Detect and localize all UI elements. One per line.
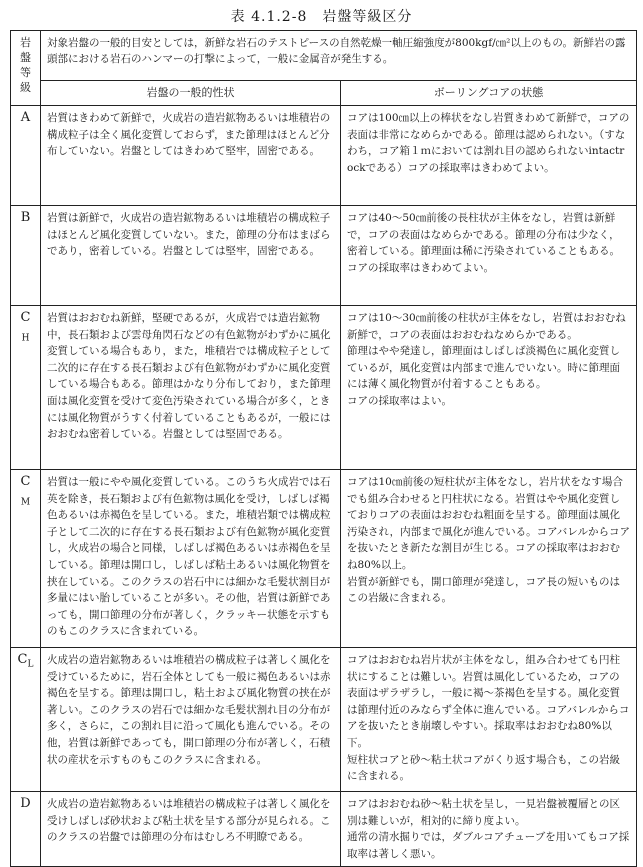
core-paragraph: 短柱状コアと砂～粘土状コアがくり返す場合も，この岩級に含まれる。 [347, 753, 620, 783]
core-condition [341, 206, 637, 306]
grade-label [11, 306, 41, 470]
grade-letter: C [20, 474, 31, 489]
header-note-row [11, 31, 637, 81]
core-condition [341, 106, 637, 206]
grade-label [11, 648, 41, 792]
grade-subscript: H [21, 333, 30, 344]
core-paragraph: コアの採取率はよい。 [347, 394, 452, 407]
general-properties: 岩質はおおむね新鮮，堅硬であるが，火成岩では造岩鉱物中，長石類および雲母角閃石などの有色鉱物がわずかに風化変質している場合もあり，また，堆積岩では構成粒子として二次的に存在する長石類および有色鉱物がわずかに風化変質している場合もある。節理はかなり分布しており，また節理面は風化変質を受けて変色汚染されている場合が多く，ときには風化物質がうすく付着していることもあるが，一般にはおおむね密着している。岩盤としては堅固である。 [41, 306, 341, 470]
grade-row-cm [11, 470, 637, 648]
grade-label: B [11, 206, 41, 306]
core-condition [341, 306, 637, 470]
core-paragraph: コアはおおむね砂～粘土状を呈し，一見岩盤被覆層との区別は難しいが，相対的に締り度よい。 [347, 798, 620, 827]
column-header-row [11, 81, 637, 106]
grade-header-char: 岩 [20, 36, 31, 49]
grade-subscript: M [20, 497, 31, 508]
grade-letter: C [17, 652, 28, 667]
general-properties: 岩質はきわめて新鮮で，火成岩の造岩鉱物あるいは堆積岩の構成粒子は全く風化変質しておらず，また節理はほとんど分布していない。岩盤としてはきわめて堅牢，固密である。 [41, 106, 341, 206]
core-condition [341, 648, 637, 792]
core-paragraph: コアは40～50㎝前後の長柱状が主体をなし，岩質は新鮮で，コアの表面はなめらかである。節理の分布は少なく，密着している。節理面は稀に汚染されていることもある。 [347, 212, 620, 258]
table-title: 表 4.1.2-8 岩盤等級区分 [230, 9, 413, 25]
grade-label: A [11, 106, 41, 206]
rock-grade-table [10, 30, 637, 867]
core-paragraph: コアは10～30㎝前後の柱状が主体をなし，岩質はおおむね新鮮で，コアの表面はおおむねなめらかである。 [347, 312, 626, 341]
core-condition [341, 792, 637, 867]
grade-letter: C [20, 310, 31, 325]
boring-core-header: ボーリングコアの状態 [341, 81, 637, 106]
core-condition [341, 470, 637, 648]
core-paragraph: 節理はやや発達し，節理面はしばしば淡褐色に風化変質しているが，風化変質は内部まで進んでいない。時に節理面には薄く風化物質が付着することもある。 [347, 345, 620, 391]
grade-row-a [11, 106, 637, 206]
grade-row-ch [11, 306, 637, 470]
core-paragraph: コアは10㎝前後の短柱状が主体をなし，岩片状をなす場合でも組み合わせると円柱状になる。岩質はやや風化変質しておりコアの表面はおおむね粗面を呈する。節理面は風化汚染され，内部まで風化が進んでいる。コアバレルからコアを抜いたとき新たな割目が生じる。コアの採取率はおおむね80%以上。 [347, 476, 631, 571]
grade-row-cl [11, 648, 637, 792]
core-paragraph: コアはおおむね岩片状が主体をなし，組み合わせても円柱状にすることは難しい。岩質は風化しているため，コアの表面はザラザラし，一般に褐～茶褐色を呈する。風化変質は節理付近のみならず全体に進んでいる。コアバレルからコアを抜いたとき崩壊しやすい。採取率はおおむね80%以下。 [347, 654, 630, 749]
general-properties-header: 岩盤の一般的性状 [41, 81, 341, 106]
grade-subscript: L [27, 659, 34, 670]
general-properties: 岩質は新鮮で，火成岩の造岩鉱物あるいは堆積岩の構成粒子はほとんど風化変質していない。また，節理の分布はまばらであり，密着している。岩盤としては堅牢，固密である。 [41, 206, 341, 306]
grade-row-b [11, 206, 637, 306]
core-paragraph: コアは100㎝以上の棒状をなし岩質きわめて新鮮で，コアの表面は非常になめらかである。節理は認められない。（すなわち，コア箱１ｍにおいては割れ目の認められないintactrockである）コアの採取率はきわめてよい。 [347, 112, 630, 174]
grade-header-char: 盤 [20, 51, 31, 64]
core-paragraph: 岩質が新鮮でも，開口節理が発達し，コア長の短いものはこの岩級に含まれる。 [347, 575, 620, 605]
general-properties: 岩質は一般にやや風化変質している。このうち火成岩では石英を除き，長石類および有色鉱物は風化を受け，しばしば褐色あるいは赤褐色を呈している。また，堆積岩類では構成粒子として二次的に存在する長石類および有色鉱物が風化変質し，火成岩の場合と同様，しばしば褐色あるいは赤褐色を呈している。節理は開口し，しばしば粘土あるいは風化物質を挟在している。このクラスの岩石中には細かな毛髪状割目が多量にはい胎していることが多い。その他，岩質は新鮮であっても，開口節理の分布が著しく，クラッキー状態を示すものもこのクラスに含まれている。 [41, 470, 341, 648]
grade-row-d [11, 792, 637, 867]
grade-column-header [11, 31, 41, 106]
general-properties: 火成岩の造岩鉱物あるいは堆積岩の構成粒子は著しく風化を受けているために，岩石全体としても一般に褐色あるいは赤褐色を呈する。節理は開口し，粘土および風化物質の挟在が著しい。このクラスの岩石では細かな毛髪状割れ目の分布が多く，さらに，この割れ目に沿って風化も進んでいる。その他，岩質は新鮮であっても，開口節理の分布が著しく，石積状の産状を示すものもこのクラスに含まれる。 [41, 648, 341, 792]
target-rock-note: 対象岩盤の一般的目安としては，新鮮な岩石のテストピースの自然乾燥一軸圧縮強度が800kgf/㎝²以上のもの。新鮮岩の露頭部における岩石のハンマーの打撃によって，一般に金属音が発生する。 [41, 31, 637, 81]
general-properties: 火成岩の造岩鉱物あるいは堆積岩の構成粒子は著しく風化を受けしばしば砂状および粘土状を呈する部分が見られる。このクラスの岩盤では節理の分布はむしろ不明瞭である。 [41, 792, 341, 867]
core-paragraph: 通常の清水掘りでは，ダブルコアチューブを用いてもコア採取率は著しく悪い。 [347, 831, 630, 860]
grade-label [11, 470, 41, 648]
grade-header-char: 級 [20, 81, 31, 94]
grade-header-char: 等 [20, 66, 31, 79]
grade-label: D [11, 792, 41, 867]
core-paragraph: コアの採取率はきわめてよい。 [347, 261, 494, 274]
